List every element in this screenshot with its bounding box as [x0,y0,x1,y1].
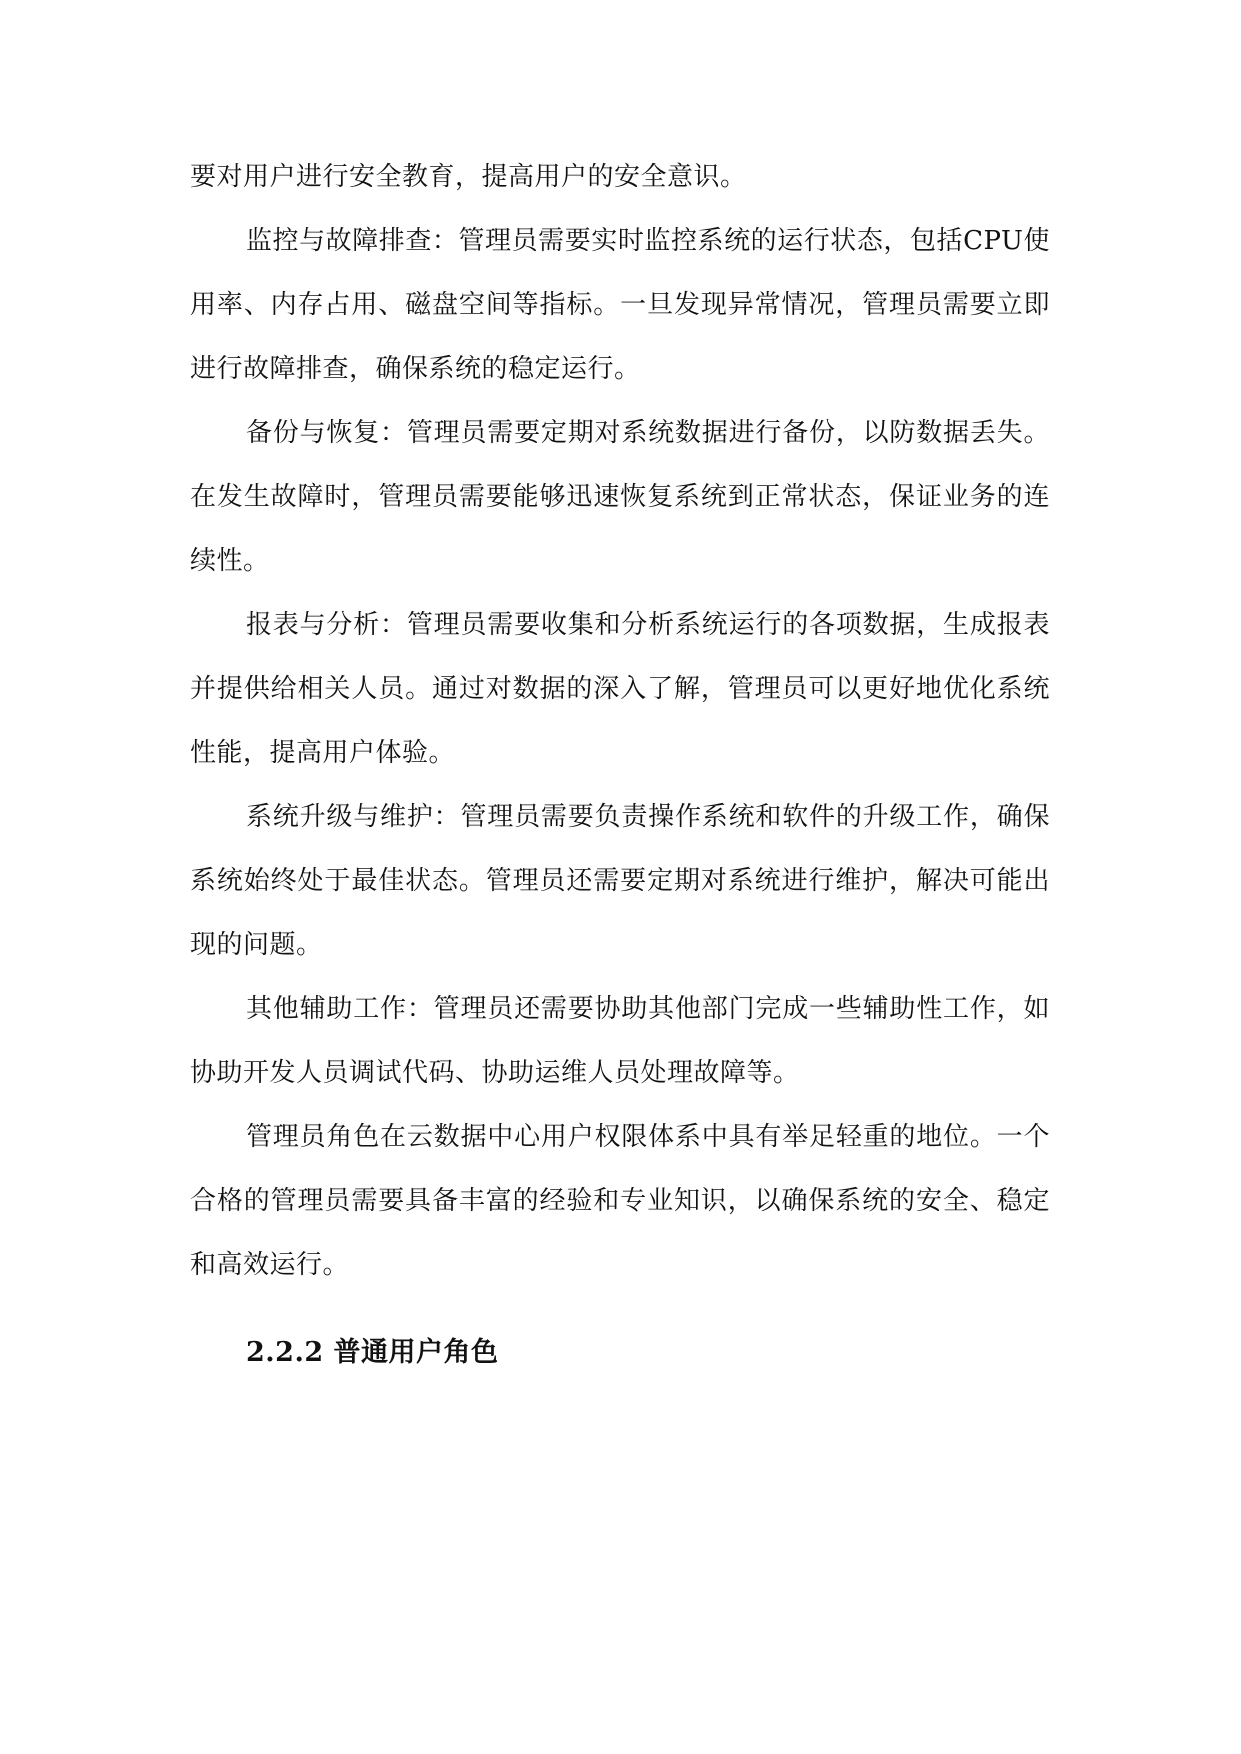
document-body [190,145,1050,1368]
section-heading: 2.2.2 普通用户角色 [246,1337,499,1368]
paragraph-backup: 备份与恢复：管理员需要定期对系统数据进行备份，以防数据丢失。在发生故障时，管理员需要能够迅速恢复系统到正常状态，保证业务的连续性。 [190,418,1050,576]
paragraph-summary: 管理员角色在云数据中心用户权限体系中具有举足轻重的地位。一个合格的管理员需要具备丰富的经验和专业知识，以确保系统的安全、稳定和高效运行。 [190,1122,1050,1280]
paragraph-upgrade: 系统升级与维护：管理员需要负责操作系统和软件的升级工作，确保系统始终处于最佳状态。管理员还需要定期对系统进行维护，解决可能出现的问题。 [190,802,1050,960]
paragraph-other-tasks: 其他辅助工作：管理员还需要协助其他部门完成一些辅助性工作，如协助开发人员调试代码、协助运维人员处理故障等。 [190,994,1050,1088]
paragraph-continuation: 要对用户进行安全教育，提高用户的安全意识。 [190,162,747,192]
paragraph-monitoring: 监控与故障排查：管理员需要实时监控系统的运行状态，包括CPU使用率、内存占用、磁盘空间等指标。一旦发现异常情况，管理员需要立即进行故障排查，确保系统的稳定运行。 [190,226,1050,384]
paragraph-reports: 报表与分析：管理员需要收集和分析系统运行的各项数据，生成报表并提供给相关人员。通过对数据的深入了解，管理员可以更好地优化系统性能，提高用户体验。 [190,610,1050,768]
